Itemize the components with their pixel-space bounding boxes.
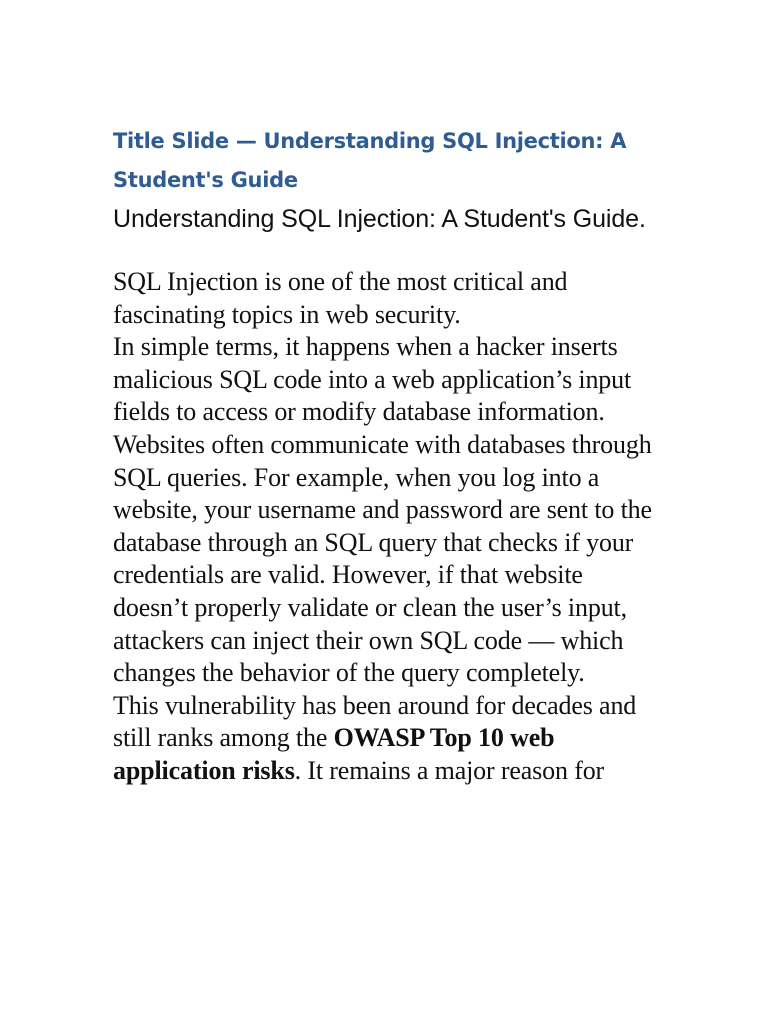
document-content [113,122,658,788]
paragraph-intro: SQL Injection is one of the most critical and fascinating topics in web security. [113,267,568,329]
owasp-risk-emphasis: OWASP Top 10 web application risks [113,723,555,785]
paragraph-definition: In simple terms, it happens when a hacker inserts malicious SQL code into a web application’s input fields to access or modify database information. [113,332,632,427]
paragraph-owasp [113,690,658,788]
slide-heading: Title Slide — Understanding SQL Injection: A Student's Guide [113,129,627,192]
body-text [113,266,658,788]
paragraph-how-it-works: Websites often communicate with databases through SQL queries. For example, when you log into a website, your username and password are sent to the database through an SQL query that checks if your credentials are valid. However, if that website doesn’t properly validate or clean the user’s input, attackers can inject their own SQL code — which changes the behavior of the query completely. [113,429,652,688]
paragraph-owasp-end: . It remains a major reason for [294,755,605,785]
paragraph-owasp-start: This vulnerability has been around for decades and still ranks among the [113,690,637,753]
subtitle: Understanding SQL Injection: A Student's Guide. [113,205,646,233]
